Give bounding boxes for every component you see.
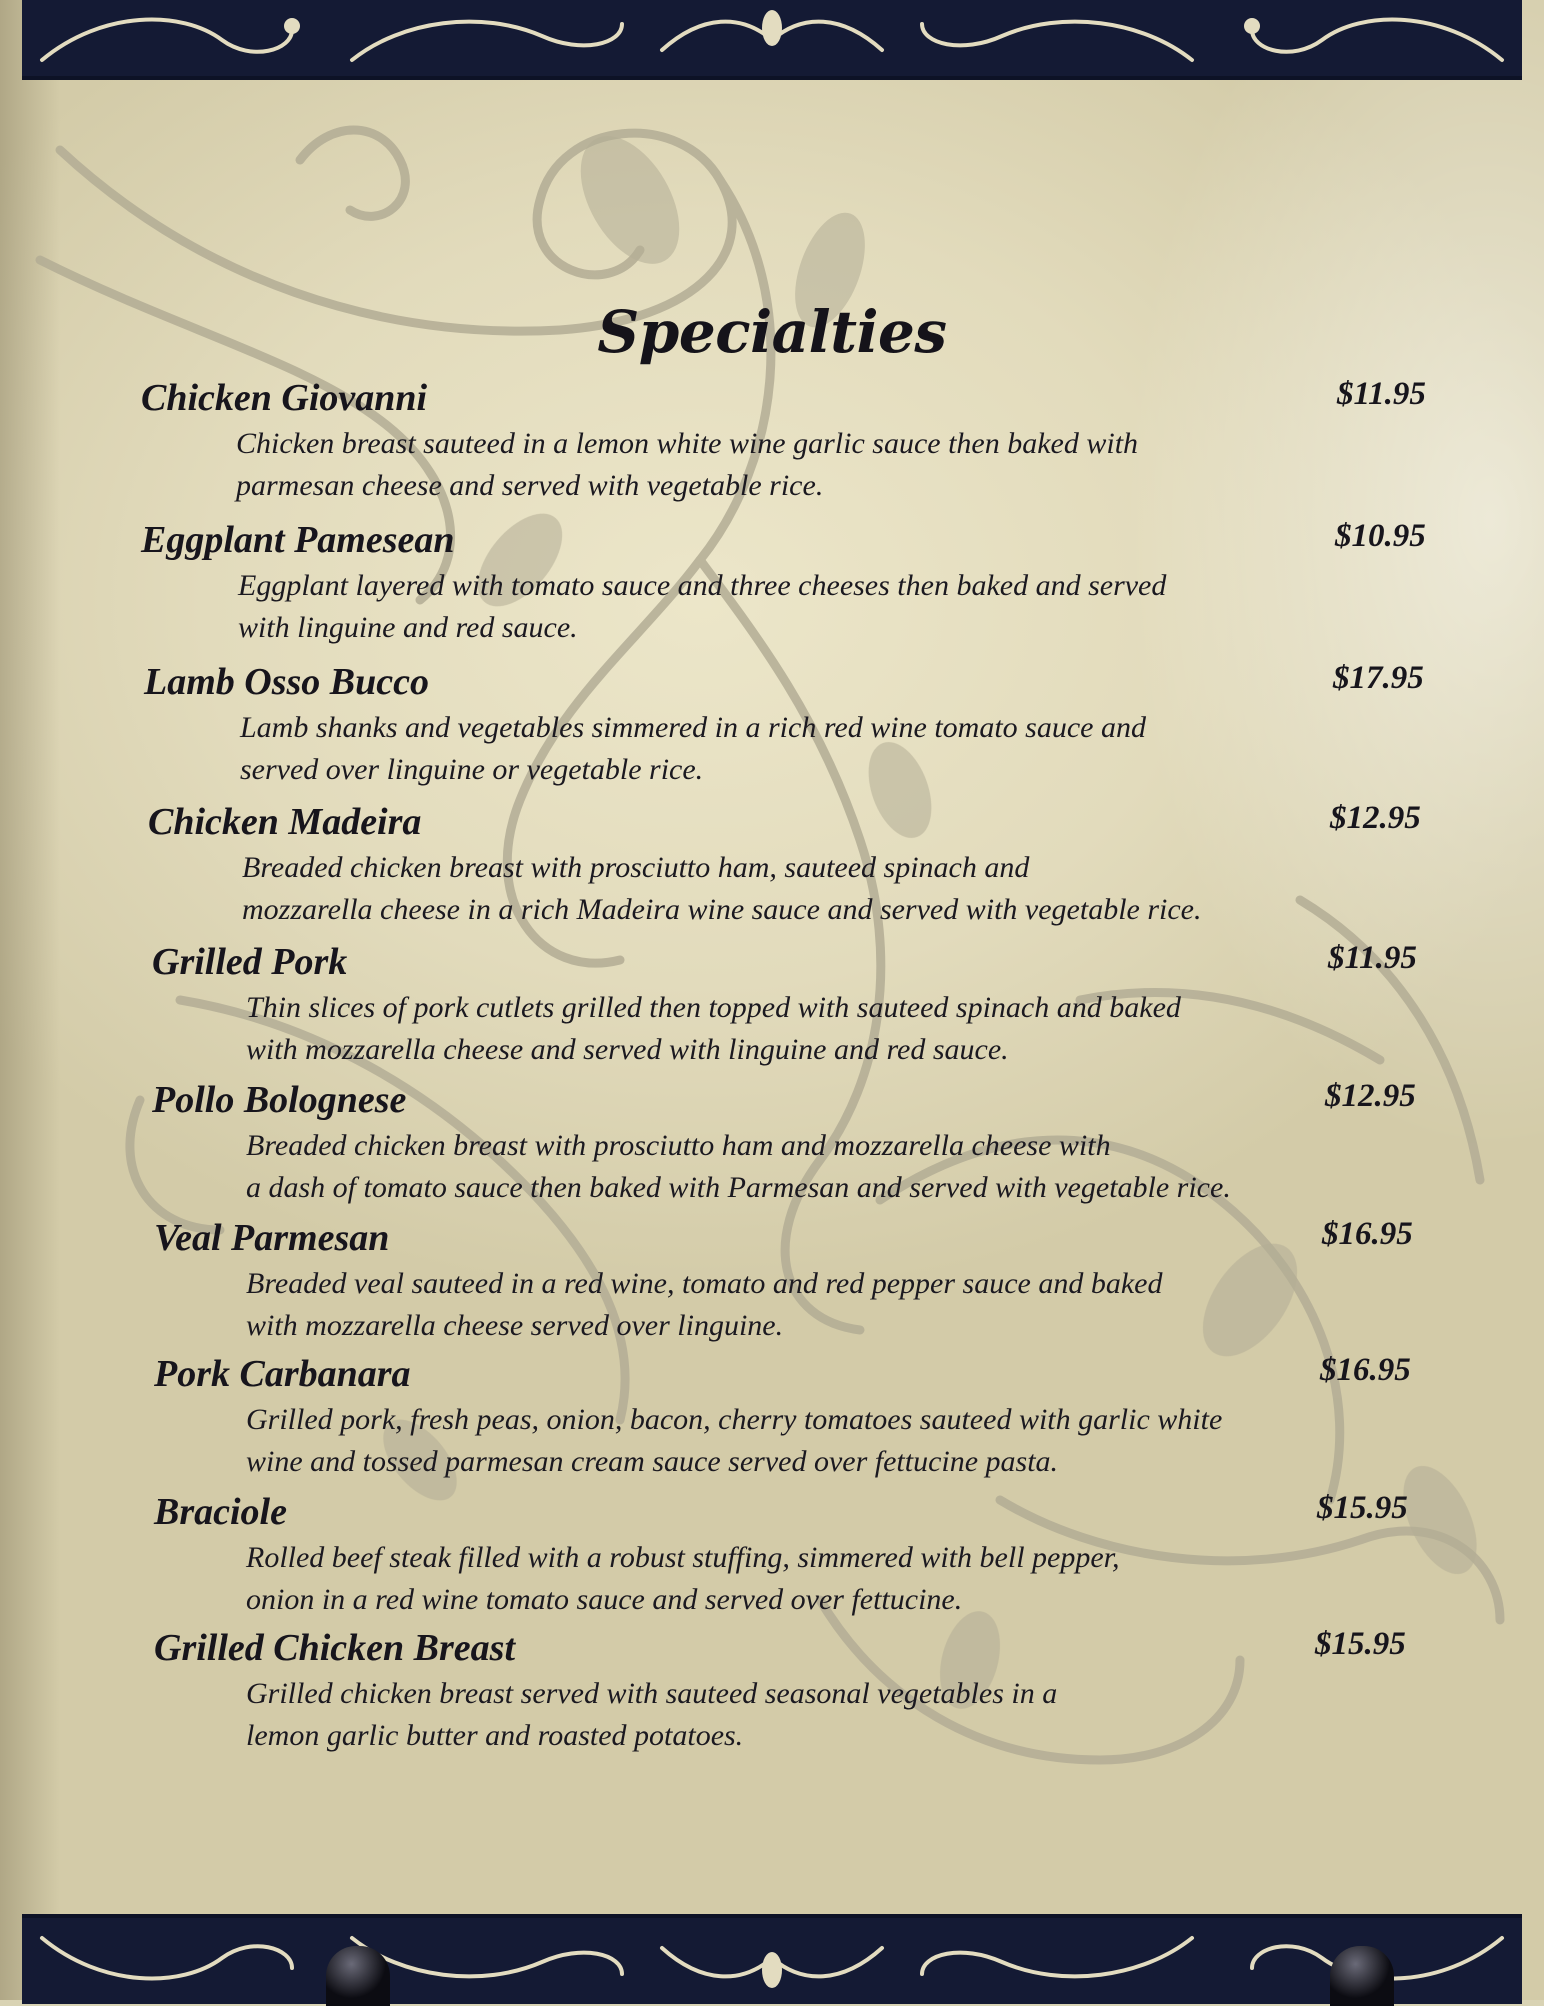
- item-price: $16.95: [1320, 1352, 1411, 1388]
- scroll-flourish-icon: [22, 1918, 1522, 2004]
- menu-item: [0, 1490, 1544, 1620]
- item-description-line: Breaded veal sauteed in a red wine, tomato and red pepper sauce and baked: [246, 1267, 1163, 1300]
- item-name: Veal Parmesan: [154, 1217, 390, 1259]
- item-description-line: mozzarella cheese in a rich Madeira wine sauce and served with vegetable rice.: [242, 893, 1202, 926]
- menu-stand-clip: [326, 1946, 390, 2006]
- item-description-line: Chicken breast sauteed in a lemon white wine garlic sauce then baked with: [236, 427, 1139, 460]
- item-description: [246, 1125, 1406, 1209]
- menu-item: [0, 1216, 1544, 1346]
- menu-item: [0, 940, 1544, 1070]
- menu-item: [0, 1626, 1544, 1756]
- item-description: [246, 987, 1406, 1071]
- top-border-band: [22, 0, 1522, 80]
- menu-stand-clip: [1330, 1946, 1394, 2006]
- item-price: $11.95: [1337, 376, 1426, 412]
- item-description-line: lemon garlic butter and roasted potatoes.: [246, 1719, 744, 1752]
- menu-item: [0, 518, 1544, 648]
- item-price: $11.95: [1328, 940, 1417, 976]
- menu-item: [0, 800, 1544, 930]
- item-description: [240, 707, 1400, 791]
- item-description-line: Grilled chicken breast served with sauteed seasonal vegetables in a: [246, 1677, 1058, 1710]
- item-description-line: a dash of tomato sauce then baked with Parmesan and served with vegetable rice.: [246, 1171, 1231, 1204]
- item-description-line: Thin slices of pork cutlets grilled then topped with sauteed spinach and baked: [246, 991, 1181, 1024]
- bottom-border-band: [22, 1914, 1522, 2004]
- item-name: Chicken Madeira: [148, 801, 422, 843]
- item-name: Lamb Osso Bucco: [144, 661, 429, 703]
- item-name: Eggplant Pamesean: [141, 519, 455, 561]
- item-price: $15.95: [1317, 1490, 1408, 1526]
- item-name: Chicken Giovanni: [141, 377, 428, 419]
- item-price: $15.95: [1315, 1626, 1406, 1662]
- item-description: [246, 1537, 1406, 1621]
- item-name: Grilled Chicken Breast: [154, 1627, 516, 1669]
- item-description-line: Breaded chicken breast with prosciutto ham, sauteed spinach and: [242, 851, 1030, 884]
- item-price: $17.95: [1333, 660, 1424, 696]
- item-name: Pollo Bolognese: [152, 1079, 407, 1121]
- item-description: [242, 847, 1402, 931]
- item-description-line: with mozzarella cheese and served with linguine and red sauce.: [246, 1033, 1009, 1066]
- item-description-line: with mozzarella cheese served over linguine.: [246, 1309, 784, 1342]
- item-price: $16.95: [1322, 1216, 1413, 1252]
- item-description-line: Eggplant layered with tomato sauce and three cheeses then baked and served: [238, 569, 1167, 602]
- item-description-line: wine and tossed parmesan cream sauce served over fettucine pasta.: [246, 1445, 1059, 1478]
- item-description: [246, 1263, 1406, 1347]
- item-name: Braciole: [154, 1491, 287, 1533]
- item-description: [236, 423, 1396, 507]
- scroll-flourish-icon: [22, 0, 1522, 76]
- menu-item: [0, 376, 1544, 506]
- item-description: [246, 1673, 1406, 1757]
- item-description-line: Grilled pork, fresh peas, onion, bacon, cherry tomatoes sauteed with garlic white: [246, 1403, 1223, 1436]
- item-description-line: Breaded chicken breast with prosciutto ham and mozzarella cheese with: [246, 1129, 1111, 1162]
- item-description: [238, 565, 1398, 649]
- menu-item: [0, 1078, 1544, 1208]
- item-description-line: onion in a red wine tomato sauce and served over fettucine.: [246, 1583, 963, 1616]
- item-description-line: Lamb shanks and vegetables simmered in a rich red wine tomato sauce and: [240, 711, 1146, 744]
- item-description-line: served over linguine or vegetable rice.: [240, 753, 704, 786]
- item-price: $12.95: [1325, 1078, 1416, 1114]
- item-price: $12.95: [1330, 800, 1421, 836]
- menu-item: [0, 1352, 1544, 1482]
- menu-item: [0, 660, 1544, 790]
- item-description-line: parmesan cheese and served with vegetable rice.: [236, 469, 824, 502]
- item-name: Pork Carbanara: [154, 1353, 411, 1395]
- item-description-line: with linguine and red sauce.: [238, 611, 578, 644]
- item-price: $10.95: [1335, 518, 1426, 554]
- page-title: Specialties: [597, 298, 947, 366]
- item-description-line: Rolled beef steak filled with a robust stuffing, simmered with bell pepper,: [246, 1541, 1120, 1574]
- item-name: Grilled Pork: [152, 941, 348, 983]
- item-description: [246, 1399, 1406, 1483]
